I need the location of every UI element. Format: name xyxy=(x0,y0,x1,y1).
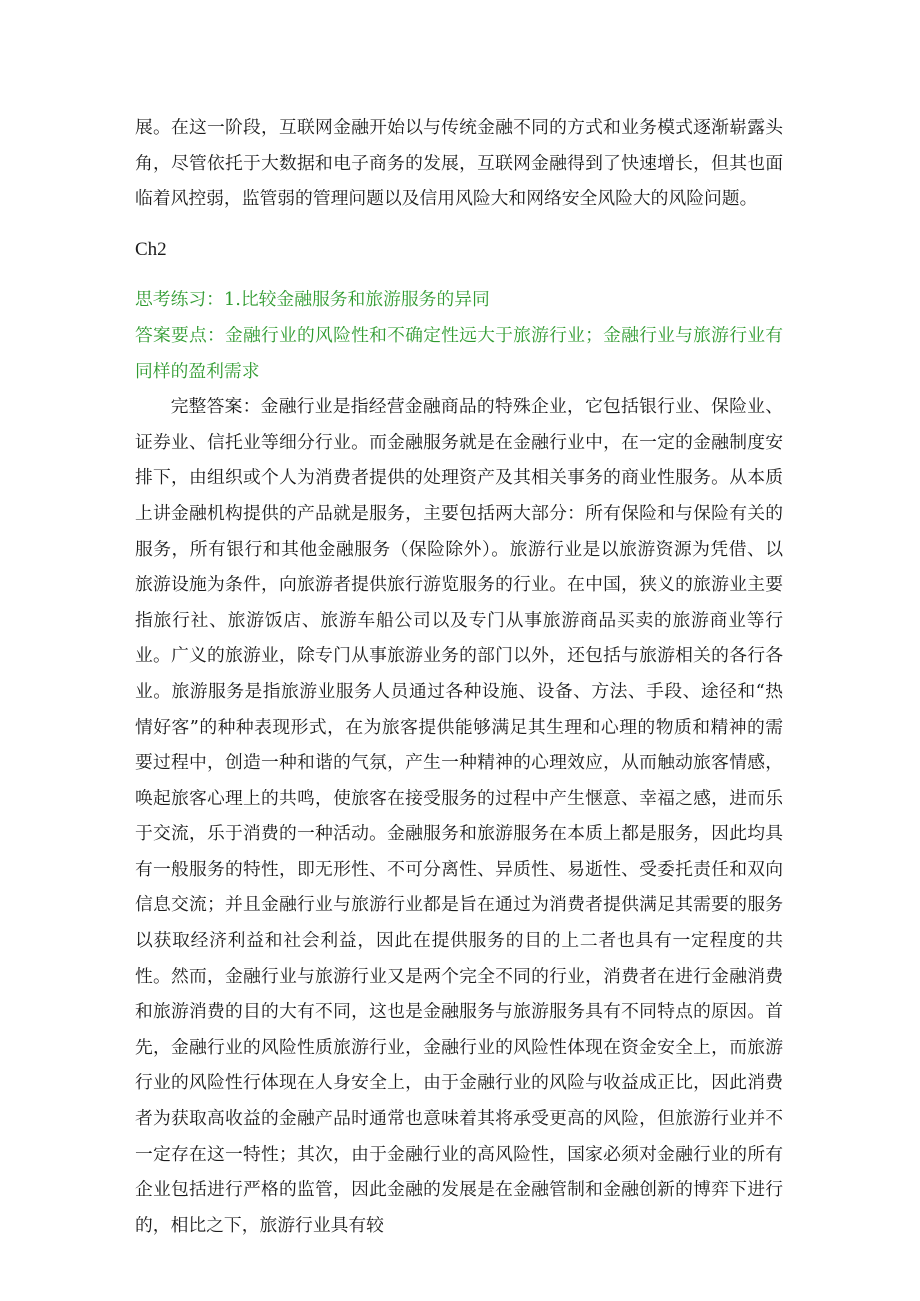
intro-paragraph: 展。在这一阶段，互联网金融开始以与传统金融不同的方式和业务模式逐渐崭露头角，尽管依托于大数据和电子商务的发展，互联网金融得到了快速增长，但其也面临着风控弱，监管弱的管理问题以及信用风险大和网络安全风险大的风险问题。 xyxy=(135,117,783,210)
full-answer-paragraph: 完整答案：金融行业是指经营金融商品的特殊企业，它包括银行业、保险业、证券业、信托业等细分行业。而金融服务就是在金融行业中，在一定的金融制度安排下，由组织或个人为消费者提供的处理资产及其相关事务的商业性服务。从本质上讲金融机构提供的产品就是服务，主要包括两大部分：所有保险和与保险有关的服务，所有银行和其他金融服务（保险除外）。旅游行业是以旅游资源为凭借、以旅游设施为条件，向旅游者提供旅行游览服务的行业。在中国，狭义的旅游业主要指旅行社、旅游饭店、旅游车船公司以及专门从事旅游商品买卖的旅游商业等行业。广义的旅游业，除专门从事旅游业务的部门以外，还包括与旅游相关的各行各业。旅游服务是指旅游业服务人员通过各种设施、设备、方法、手段、途径和“热情好客”的种种表现形式，在为旅客提供能够满足其生理和心理的物质和精神的需要过程中，创造一种和谐的气氛，产生一种精神的心理效应，从而触动旅客情感，唤起旅客心理上的共鸣，使旅客在接受服务的过程中产生惬意、幸福之感，进而乐于交流，乐于消费的一种活动。金融服务和旅游服务在本质上都是服务，因此均具有一般服务的特性，即无形性、不可分离性、异质性、易逝性、受委托责任和双向信息交流；并且金融行业与旅游行业都是旨在通过为消费者提供满足其需要的服务以获取经济利益和社会利益，因此在提供服务的目的上二者也具有一定程度的共性。然而，金融行业与旅游行业又是两个完全不同的行业，消费者在进行金融消费和旅游消费的目的大有不同，这也是金融服务与旅游服务具有不同特点的原因。首先，金融行业的风险性质旅游行业，金融行业的风险性体现在资金安全上，而旅游行业的风险性行体现在人身安全上，由于金融行业的风险与收益成正比，因此消费者为获取高收益的金融产品时通常也意味着其将承受更高的风险，但旅游行业并不一定存在这一特性；其次，由于金融行业的高风险性，国家必须对金融行业的所有企业包括进行严格的监管，因此金融的发展是在金融管制和金融创新的博弈下进行的，相比之下，旅游行业具有较 xyxy=(135,396,783,1236)
exercise-question: 思考练习：1.比较金融服务和旅游服务的异同 xyxy=(135,289,490,311)
document-page xyxy=(135,110,783,1243)
answer-key-points: 答案要点：金融行业的风险性和不确定性远大于旅游行业；金融行业与旅游行业有同样的盈利需求 xyxy=(135,324,783,382)
chapter-heading: Ch2 xyxy=(135,238,167,260)
